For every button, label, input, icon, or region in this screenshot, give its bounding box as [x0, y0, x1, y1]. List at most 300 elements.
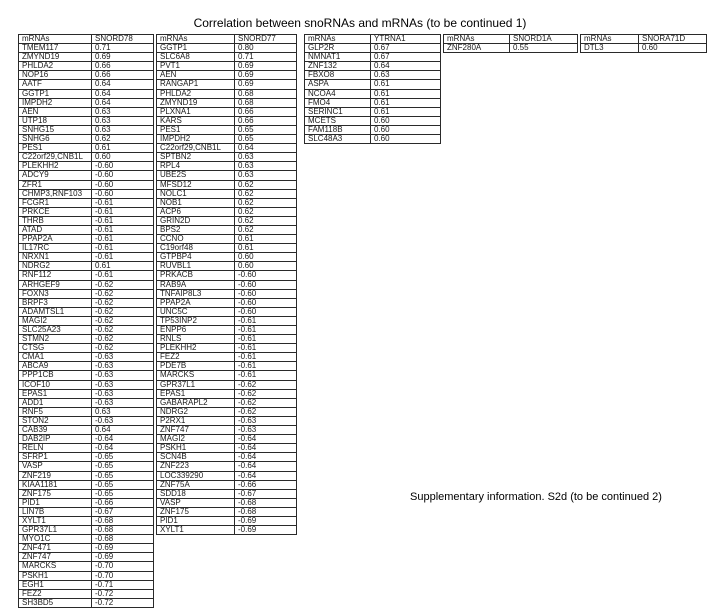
table-row: [19, 62, 154, 71]
correlation-value-cell: -0.60: [235, 307, 297, 316]
correlation-value-cell: -0.61: [92, 216, 154, 225]
table-row: [157, 80, 297, 89]
correlation-value-cell: -0.62: [92, 280, 154, 289]
correlation-value-cell: -0.67: [235, 489, 297, 498]
table-row: [157, 416, 297, 425]
gene-name-cell: GGTP1: [157, 44, 235, 53]
gene-name-cell: PES1: [157, 125, 235, 134]
table-row: [157, 326, 297, 335]
correlation-value-cell: 0.60: [371, 116, 441, 125]
table-row: [157, 316, 297, 325]
table-row: [157, 516, 297, 525]
correlation-value-cell: -0.64: [235, 444, 297, 453]
table-row: [19, 89, 154, 98]
table-row: [157, 307, 297, 316]
table-row: [19, 516, 154, 525]
table-row: [305, 44, 441, 53]
table-row: [19, 507, 154, 516]
correlation-table-ytrna1: [304, 34, 441, 144]
gene-name-cell: RAB9A: [157, 280, 235, 289]
gene-name-cell: SLC25A23: [19, 326, 92, 335]
correlation-value-cell: 0.69: [235, 71, 297, 80]
gene-name-cell: UNC5C: [157, 307, 235, 316]
gene-name-cell: STON2: [19, 416, 92, 425]
correlation-value-cell: 0.66: [235, 107, 297, 116]
table-row: [157, 435, 297, 444]
gene-name-cell: GPR37L1: [19, 526, 92, 535]
correlation-value-cell: -0.61: [92, 198, 154, 207]
correlation-value-cell: 0.63: [235, 153, 297, 162]
gene-name-cell: BPS2: [157, 225, 235, 234]
column-header-mrnas: mRNAs: [444, 35, 510, 44]
table-row: [157, 171, 297, 180]
table-row: [157, 62, 297, 71]
table-row: [19, 171, 154, 180]
correlation-value-cell: 0.66: [235, 116, 297, 125]
gene-name-cell: PSKH1: [157, 444, 235, 453]
gene-name-cell: EGH1: [19, 580, 92, 589]
gene-name-cell: RNF5: [19, 407, 92, 416]
correlation-value-cell: 0.63: [92, 107, 154, 116]
gene-name-cell: LOC339290: [157, 471, 235, 480]
gene-name-cell: PLXNA1: [157, 107, 235, 116]
table-header-row: [19, 35, 154, 44]
gene-name-cell: PPAP2A: [19, 235, 92, 244]
gene-name-cell: PHLDA2: [19, 62, 92, 71]
correlation-value-cell: 0.68: [235, 98, 297, 107]
gene-name-cell: MCETS: [305, 116, 371, 125]
table-row: [19, 571, 154, 580]
gene-name-cell: GLP2R: [305, 44, 371, 53]
correlation-value-cell: -0.63: [235, 426, 297, 435]
column-header-snorna: SNORD77: [235, 35, 297, 44]
gene-name-cell: GABARAPL2: [157, 398, 235, 407]
correlation-value-cell: -0.61: [235, 316, 297, 325]
table-row: [19, 526, 154, 535]
correlation-value-cell: -0.69: [92, 553, 154, 562]
gene-name-cell: NOB1: [157, 198, 235, 207]
correlation-value-cell: 0.71: [235, 53, 297, 62]
correlation-value-cell: 0.61: [92, 262, 154, 271]
correlation-value-cell: 0.64: [92, 98, 154, 107]
gene-name-cell: ACP6: [157, 207, 235, 216]
column-header-mrnas: mRNAs: [157, 35, 235, 44]
correlation-value-cell: 0.61: [371, 80, 441, 89]
correlation-value-cell: -0.63: [92, 389, 154, 398]
gene-name-cell: VASP: [19, 462, 92, 471]
gene-name-cell: GRIN2D: [157, 216, 235, 225]
gene-name-cell: CCNO: [157, 235, 235, 244]
correlation-value-cell: -0.64: [235, 471, 297, 480]
correlation-value-cell: 0.62: [235, 198, 297, 207]
column-header-snorna: YTRNA1: [371, 35, 441, 44]
correlation-value-cell: -0.63: [235, 416, 297, 425]
correlation-value-cell: 0.67: [371, 53, 441, 62]
table-row: [305, 62, 441, 71]
table-row: [157, 162, 297, 171]
gene-name-cell: PES1: [19, 144, 92, 153]
table-row: [157, 235, 297, 244]
table-row: [19, 416, 154, 425]
gene-name-cell: VASP: [157, 498, 235, 507]
correlation-value-cell: 0.62: [235, 189, 297, 198]
correlation-value-cell: -0.63: [92, 416, 154, 425]
table-row: [19, 589, 154, 598]
correlation-value-cell: 0.64: [92, 80, 154, 89]
table-row: [157, 189, 297, 198]
table-row: [19, 207, 154, 216]
table-row: [19, 44, 154, 53]
correlation-value-cell: 0.65: [235, 125, 297, 134]
correlation-value-cell: 0.62: [235, 180, 297, 189]
correlation-value-cell: -0.69: [235, 516, 297, 525]
gene-name-cell: DAB2IP: [19, 435, 92, 444]
correlation-value-cell: -0.72: [92, 598, 154, 607]
gene-name-cell: ZNF280A: [444, 44, 510, 53]
correlation-value-cell: -0.60: [92, 180, 154, 189]
correlation-value-cell: -0.61: [92, 225, 154, 234]
table-row: [19, 289, 154, 298]
correlation-value-cell: -0.70: [92, 571, 154, 580]
table-row: [157, 453, 297, 462]
correlation-value-cell: 0.61: [371, 107, 441, 116]
table-row: [19, 535, 154, 544]
table-row: [19, 235, 154, 244]
correlation-value-cell: -0.62: [92, 326, 154, 335]
table-row: [157, 380, 297, 389]
gene-name-cell: FAM118B: [305, 125, 371, 134]
gene-name-cell: PRKACB: [157, 271, 235, 280]
gene-name-cell: RNLS: [157, 335, 235, 344]
table-row: [157, 89, 297, 98]
correlation-value-cell: -0.69: [235, 526, 297, 535]
correlation-value-cell: 0.63: [371, 71, 441, 80]
correlation-value-cell: 0.63: [92, 407, 154, 416]
gene-name-cell: PVT1: [157, 62, 235, 71]
correlation-value-cell: 0.64: [371, 62, 441, 71]
gene-name-cell: SERINC1: [305, 107, 371, 116]
gene-name-cell: MARCKS: [157, 371, 235, 380]
gene-name-cell: SLC48A3: [305, 135, 371, 144]
table-row: [157, 53, 297, 62]
correlation-value-cell: -0.69: [92, 544, 154, 553]
table-row: [19, 116, 154, 125]
gene-name-cell: ZNF75A: [157, 480, 235, 489]
correlation-value-cell: 0.71: [92, 44, 154, 53]
table-row: [157, 426, 297, 435]
gene-name-cell: FOXN3: [19, 289, 92, 298]
gene-name-cell: P2RX1: [157, 416, 235, 425]
gene-name-cell: NRXN1: [19, 253, 92, 262]
table-row: [19, 380, 154, 389]
gene-name-cell: ZNF471: [19, 544, 92, 553]
correlation-value-cell: -0.61: [92, 207, 154, 216]
correlation-value-cell: 0.63: [235, 162, 297, 171]
gene-name-cell: TNFAIP8L3: [157, 289, 235, 298]
gene-name-cell: AEN: [157, 71, 235, 80]
gene-name-cell: DTL3: [581, 44, 639, 53]
correlation-value-cell: -0.62: [235, 380, 297, 389]
table-row: [157, 362, 297, 371]
gene-name-cell: ZMYND19: [19, 53, 92, 62]
gene-name-cell: ZFR1: [19, 180, 92, 189]
table-row: [157, 371, 297, 380]
correlation-value-cell: 0.62: [235, 225, 297, 234]
table-row: [19, 326, 154, 335]
correlation-value-cell: -0.63: [92, 371, 154, 380]
correlation-value-cell: 0.65: [235, 135, 297, 144]
gene-name-cell: RPL4: [157, 162, 235, 171]
gene-name-cell: SPTBN2: [157, 153, 235, 162]
gene-name-cell: SH3BD5: [19, 598, 92, 607]
gene-name-cell: LIN7B: [19, 507, 92, 516]
gene-name-cell: MAGI2: [19, 316, 92, 325]
table-row: [305, 125, 441, 134]
correlation-value-cell: 0.61: [92, 144, 154, 153]
table-row: [19, 498, 154, 507]
table-row: [157, 407, 297, 416]
table-row: [19, 225, 154, 234]
correlation-value-cell: -0.61: [92, 235, 154, 244]
table-row: [19, 344, 154, 353]
table-row: [19, 371, 154, 380]
gene-name-cell: PLEKHH2: [157, 344, 235, 353]
column-header-snorna: SNORA71D: [639, 35, 707, 44]
gene-name-cell: PPP1CB: [19, 371, 92, 380]
gene-name-cell: RELN: [19, 444, 92, 453]
column-header-mrnas: mRNAs: [19, 35, 92, 44]
correlation-value-cell: 0.60: [371, 125, 441, 134]
gene-name-cell: SNHG6: [19, 135, 92, 144]
correlation-value-cell: 0.55: [510, 44, 578, 53]
correlation-value-cell: -0.68: [235, 507, 297, 516]
correlation-value-cell: 0.64: [235, 144, 297, 153]
gene-name-cell: PID1: [19, 498, 92, 507]
table-row: [19, 125, 154, 134]
table-row: [157, 244, 297, 253]
gene-name-cell: FEZ2: [19, 589, 92, 598]
gene-name-cell: ASPA: [305, 80, 371, 89]
gene-name-cell: C22orf29,CNB1L: [157, 144, 235, 153]
correlation-value-cell: -0.61: [235, 371, 297, 380]
table-row: [157, 125, 297, 134]
table-row: [305, 98, 441, 107]
correlation-value-cell: 0.62: [235, 216, 297, 225]
gene-name-cell: KARS: [157, 116, 235, 125]
gene-name-cell: TP53INP2: [157, 316, 235, 325]
correlation-value-cell: -0.62: [235, 398, 297, 407]
correlation-value-cell: -0.63: [92, 398, 154, 407]
gene-name-cell: EPAS1: [157, 389, 235, 398]
gene-name-cell: MYO1C: [19, 535, 92, 544]
correlation-value-cell: -0.60: [92, 189, 154, 198]
table-row: [444, 44, 578, 53]
gene-name-cell: SNHG15: [19, 125, 92, 134]
gene-name-cell: ADAMTSL1: [19, 307, 92, 316]
table-row: [157, 135, 297, 144]
table-row: [157, 198, 297, 207]
table-row: [157, 398, 297, 407]
gene-name-cell: ZNF747: [157, 426, 235, 435]
table-row: [157, 107, 297, 116]
correlation-value-cell: 0.68: [235, 89, 297, 98]
table-row: [19, 180, 154, 189]
table-row: [305, 89, 441, 98]
correlation-value-cell: -0.62: [92, 344, 154, 353]
gene-name-cell: MAGI2: [157, 435, 235, 444]
gene-name-cell: NDRG2: [19, 262, 92, 271]
table-row: [19, 489, 154, 498]
table-row: [19, 426, 154, 435]
table-row: [19, 398, 154, 407]
table-row: [157, 489, 297, 498]
correlation-value-cell: -0.61: [92, 271, 154, 280]
correlation-value-cell: -0.63: [92, 353, 154, 362]
table-row: [19, 271, 154, 280]
table-row: [157, 207, 297, 216]
gene-name-cell: ICOF10: [19, 380, 92, 389]
table-row: [19, 253, 154, 262]
correlation-value-cell: -0.60: [235, 280, 297, 289]
gene-name-cell: BRPF3: [19, 298, 92, 307]
table-row: [19, 189, 154, 198]
correlation-value-cell: 0.60: [235, 262, 297, 271]
table-row: [19, 144, 154, 153]
gene-name-cell: PLEKHH2: [19, 162, 92, 171]
table-row: [19, 262, 154, 271]
gene-name-cell: ZNF175: [19, 489, 92, 498]
table-row: [19, 71, 154, 80]
correlation-value-cell: -0.60: [235, 298, 297, 307]
correlation-value-cell: -0.65: [92, 480, 154, 489]
gene-name-cell: ZNF219: [19, 471, 92, 480]
correlation-value-cell: -0.60: [235, 271, 297, 280]
table-row: [19, 444, 154, 453]
correlation-table-snord77: [156, 34, 297, 535]
gene-name-cell: GPR37L1: [157, 380, 235, 389]
table-row: [157, 271, 297, 280]
gene-name-cell: TMEM117: [19, 44, 92, 53]
table-row: [19, 407, 154, 416]
table-header-row: [305, 35, 441, 44]
gene-name-cell: FBXO8: [305, 71, 371, 80]
correlation-value-cell: -0.67: [92, 507, 154, 516]
correlation-value-cell: -0.61: [235, 335, 297, 344]
table-row: [19, 353, 154, 362]
gene-name-cell: THRB: [19, 216, 92, 225]
correlation-value-cell: -0.66: [92, 498, 154, 507]
table-row: [157, 335, 297, 344]
table-row: [305, 53, 441, 62]
gene-name-cell: AEN: [19, 107, 92, 116]
table-row: [157, 289, 297, 298]
correlation-value-cell: -0.66: [235, 480, 297, 489]
table-row: [305, 71, 441, 80]
correlation-value-cell: 0.62: [235, 207, 297, 216]
correlation-table-snord1a: [443, 34, 578, 53]
table-row: [157, 353, 297, 362]
gene-name-cell: SFRP1: [19, 453, 92, 462]
gene-name-cell: UTP18: [19, 116, 92, 125]
table-row: [305, 116, 441, 125]
correlation-value-cell: 0.61: [235, 244, 297, 253]
correlation-value-cell: -0.63: [92, 380, 154, 389]
gene-name-cell: UBE2S: [157, 171, 235, 180]
gene-name-cell: MARCKS: [19, 562, 92, 571]
correlation-value-cell: -0.62: [235, 407, 297, 416]
gene-name-cell: ZNF747: [19, 553, 92, 562]
table-row: [157, 153, 297, 162]
gene-name-cell: ENPP6: [157, 326, 235, 335]
correlation-value-cell: -0.68: [92, 526, 154, 535]
table-row: [19, 435, 154, 444]
correlation-value-cell: -0.64: [235, 453, 297, 462]
correlation-value-cell: 0.63: [92, 125, 154, 134]
table-row: [19, 362, 154, 371]
table-row: [157, 71, 297, 80]
table-row: [19, 453, 154, 462]
gene-name-cell: RNF112: [19, 271, 92, 280]
correlation-value-cell: -0.60: [92, 162, 154, 171]
correlation-value-cell: 0.63: [92, 116, 154, 125]
table-row: [19, 471, 154, 480]
page-title: Correlation between snoRNAs and mRNAs (to be continued 1): [193, 16, 527, 30]
correlation-value-cell: 0.60: [235, 253, 297, 262]
gene-name-cell: SDD18: [157, 489, 235, 498]
correlation-value-cell: -0.72: [92, 589, 154, 598]
gene-name-cell: CHMP3,RNF103: [19, 189, 92, 198]
table-header-row: [444, 35, 578, 44]
table-row: [19, 53, 154, 62]
gene-name-cell: GTPBP4: [157, 253, 235, 262]
correlation-value-cell: -0.62: [92, 289, 154, 298]
table-row: [157, 144, 297, 153]
table-row: [19, 153, 154, 162]
table-row: [305, 135, 441, 144]
column-header-mrnas: mRNAs: [305, 35, 371, 44]
gene-name-cell: NOLC1: [157, 189, 235, 198]
table-row: [157, 180, 297, 189]
gene-name-cell: PPAP2A: [157, 298, 235, 307]
table-row: [157, 225, 297, 234]
gene-name-cell: NOP16: [19, 71, 92, 80]
table-row: [19, 162, 154, 171]
correlation-value-cell: -0.68: [92, 535, 154, 544]
correlation-value-cell: 0.64: [92, 426, 154, 435]
gene-name-cell: ADD1: [19, 398, 92, 407]
table-row: [19, 198, 154, 207]
gene-name-cell: CTSG: [19, 344, 92, 353]
gene-name-cell: KIAA1181: [19, 480, 92, 489]
correlation-value-cell: 0.66: [92, 71, 154, 80]
table-row: [19, 598, 154, 607]
gene-name-cell: CAB39: [19, 426, 92, 435]
table-row: [157, 262, 297, 271]
correlation-value-cell: -0.64: [92, 444, 154, 453]
table-row: [157, 253, 297, 262]
correlation-value-cell: -0.61: [92, 244, 154, 253]
table-row: [19, 216, 154, 225]
table-row: [305, 80, 441, 89]
correlation-value-cell: 0.69: [92, 53, 154, 62]
correlation-value-cell: -0.61: [235, 326, 297, 335]
table-row: [19, 480, 154, 489]
table-row: [157, 471, 297, 480]
table-row: [157, 298, 297, 307]
table-row: [157, 344, 297, 353]
gene-name-cell: PSKH1: [19, 571, 92, 580]
table-row: [19, 107, 154, 116]
